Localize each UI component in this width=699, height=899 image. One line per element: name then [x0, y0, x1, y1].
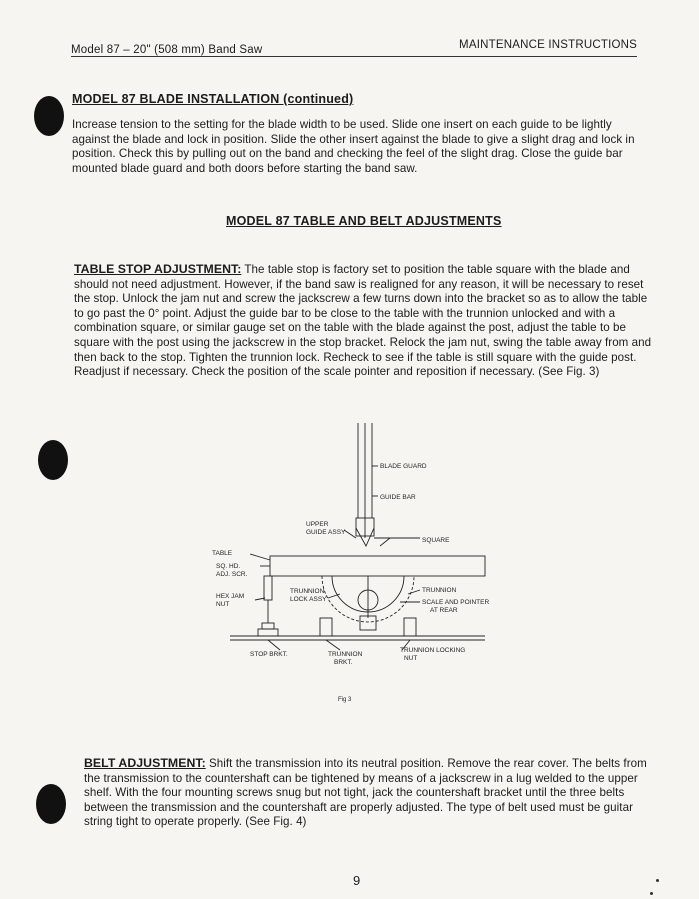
label-upper-guide-assy-2: GUIDE ASSY	[306, 529, 346, 536]
belt-body: Shift the transmission into its neutral position. Remove the rear cover. The belts from the transmission to the countershaft can be tightened by means of a jackscrew in a lug welded to the upper shelf. With the four mounting screws snug but not tight, jack the countershaft bracket until the three belts between the transmission and the countershaft are properly adjusted. The type of belt used must be guitar string tight to operate properly. (See Fig. 4)	[84, 757, 647, 829]
binder-hole-middle	[38, 440, 68, 480]
table-stop-body: The table stop is factory set to position the table square with the blade and should not need adjustment. However, if the band saw is realigned for any reason, it will be necessary to reset the stop. Unlock the jam nut and screw the jackscrew a few turns down into the bracket so as to allow the table to go past the 0° point. Adjust the guide bar to be close to the table with the trunnion unlocked and with a combination square, or similar gauge set on the table with the blade against the post, adjust the table to be square with the post using the jackscrew in the stop bracket. Relock the jam nut, swing the table away from and then back to the stop. Tighten the trunnion lock. Recheck to see if the table is still square with the guide post. Readjust if necessary. Check the position of the scale pointer and reposition if necessary. (See Fig. 3)	[74, 263, 652, 379]
paragraph-blade-installation: Increase tension to the setting for the blade width to be used. Slide one insert on each guide to be lightly against the blade and lock in position. Slide the other insert against the blade to give a slight drag and lock in position. Check this by pulling out on the band and checking the feel of the slight drag. Close the guide bar mounted blade guard and both doors before starting the band saw.	[72, 118, 635, 175]
section-heading-blade-installation: MODEL 87 BLADE INSTALLATION (continued)	[72, 92, 354, 106]
label-trunnion-brkt-2: BRKT.	[334, 659, 353, 666]
label-trunnion-lock-2: LOCK ASSY	[290, 596, 327, 603]
figure-table-diagram	[210, 418, 500, 708]
label-scale-pointer-1: SCALE AND POINTER	[422, 599, 490, 606]
label-square: SQUARE	[422, 537, 450, 544]
label-upper-guide-assy-1: UPPER	[306, 521, 329, 528]
label-guide-bar: GUIDE BAR	[380, 494, 416, 501]
label-trunnion-locking-2: NUT	[404, 655, 418, 662]
label-hex-jam-2: NUT	[216, 601, 230, 608]
label-scale-pointer-2: AT REAR	[430, 607, 458, 614]
paragraph-belt-adjustment	[84, 756, 654, 830]
header-model-title: Model 87 – 20" (508 mm) Band Saw	[71, 44, 263, 56]
label-sq-hd-1: SQ. HD.	[216, 563, 241, 570]
binder-hole-bottom	[36, 784, 66, 824]
paper-speck	[656, 879, 659, 882]
paper-speck	[650, 892, 653, 895]
label-trunnion-lock-1: TRUNNION	[290, 588, 325, 595]
label-hex-jam-1: HEX JAM	[216, 593, 245, 600]
table-stop-lead: TABLE STOP ADJUSTMENT:	[74, 262, 242, 276]
header-section-title: MAINTENANCE INSTRUCTIONS	[459, 39, 637, 51]
page-number: 9	[353, 873, 361, 888]
label-trunnion-brkt-1: TRUNNION	[328, 651, 363, 658]
header-rule	[71, 56, 637, 57]
paragraph-table-stop	[74, 262, 654, 380]
label-trunnion-locking-1: TRUNNION LOCKING	[400, 647, 466, 654]
section-heading-table-belt: MODEL 87 TABLE AND BELT ADJUSTMENTS	[226, 214, 502, 228]
label-stop-brkt: STOP BRKT.	[250, 651, 288, 658]
binder-hole-top	[34, 96, 64, 136]
label-trunnion: TRUNNION	[422, 587, 457, 594]
label-sq-hd-2: ADJ. SCR.	[216, 571, 248, 578]
label-table: TABLE	[212, 550, 233, 557]
belt-lead: BELT ADJUSTMENT:	[84, 756, 206, 770]
figure-caption: Fig 3	[338, 697, 352, 703]
label-blade-guard: BLADE GUARD	[380, 463, 427, 470]
